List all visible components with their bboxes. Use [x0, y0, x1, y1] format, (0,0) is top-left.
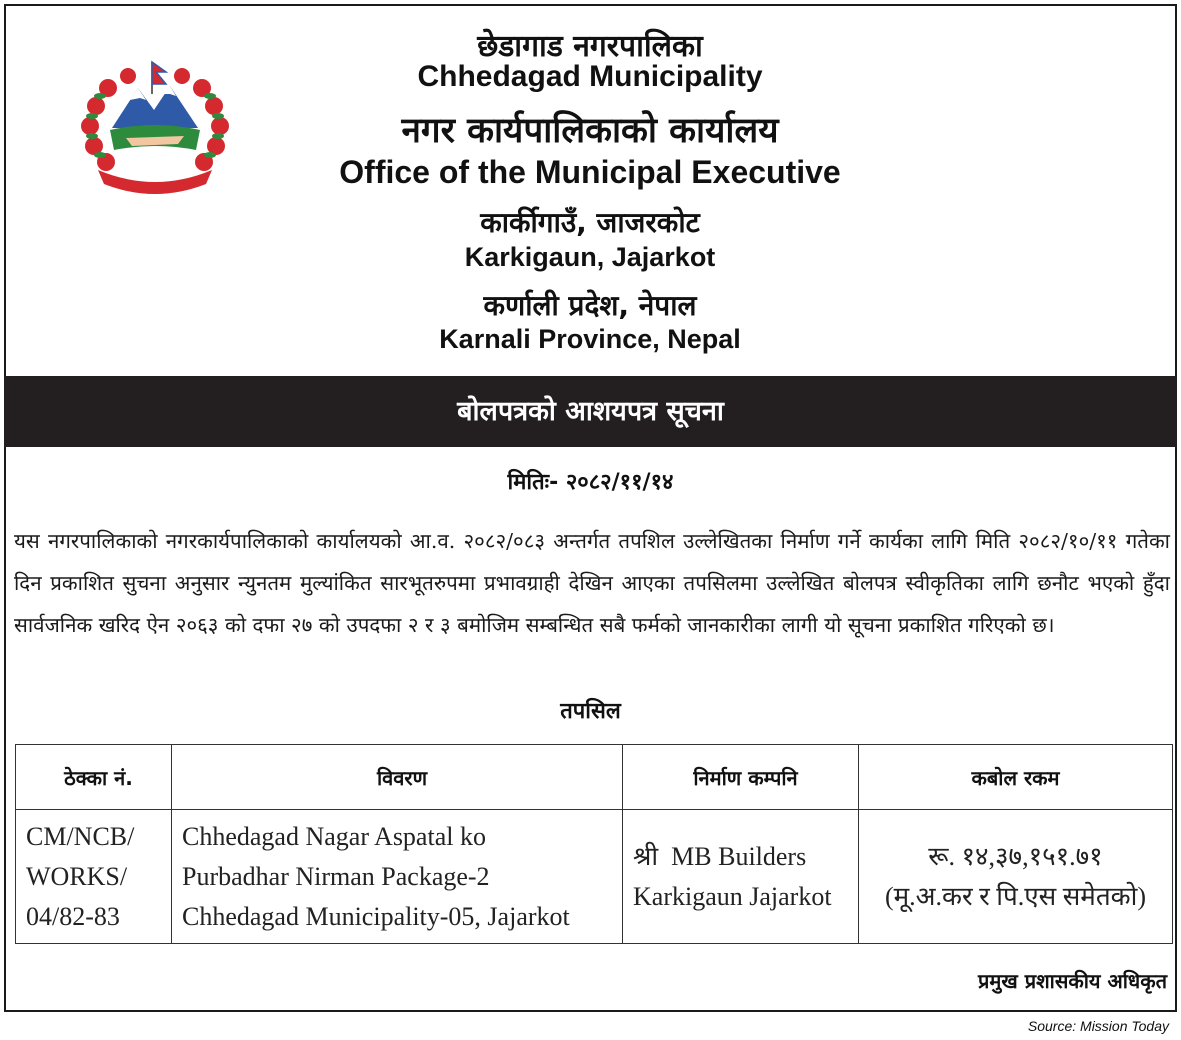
company-line: श्री MB Builders — [633, 841, 807, 871]
company-cell — [623, 810, 859, 944]
municipality-name-en: Chhedagad Municipality — [417, 60, 763, 93]
award-table — [15, 744, 1173, 944]
province-en: Karnali Province, Nepal — [439, 324, 741, 354]
schedule-label: तपसिल — [560, 699, 621, 724]
notice-body: यस नगरपालिकाको नगरकार्यपालिकाको कार्यालयको आ.व. २०८२/०८३ अन्तर्गत तपशिल उल्लेखितका निर्माण गर्ने कार्यका लागि मिति २०८२/१०/११ गतेका दिन प्रकाशित सुचना अनुसार न्युनतम मुल्यांकित सारभूतरुपमा प्रभावग्राही देखिन आएका तपसिलमा उल्लेखित बोलपत्र स्वीकृतिका लागि छनौट भएको हुँदा सार्वजनिक खरिद ऐन २०६३ को दफा २७ को उपदफा २ र ३ बमोजिम सम्बन्धित सबै फर्मको जानकारीका लागी यो सूचना प्रकाशित गरिएको छ। — [14, 529, 1170, 637]
source-credit: Source: Mission Today — [1027, 1018, 1169, 1034]
table-header-row — [16, 745, 1173, 810]
province-np: कर्णाली प्रदेश, नेपाल — [483, 289, 697, 322]
contract-no-line: 04/82-83 — [26, 901, 120, 931]
amount-value: रू. १४,३७,१५१.७१ — [928, 841, 1103, 871]
location-np: कार्कीगाउँ, जाजरकोट — [480, 206, 700, 239]
header-amount: कबोल रकम — [859, 745, 1173, 810]
description-line: Chhedagad Nagar Aspatal ko — [182, 821, 486, 851]
description-line: Purbadhar Nirman Package-2 — [182, 861, 490, 891]
description-line: Chhedagad Municipality-05, Jajarkot — [182, 901, 570, 931]
header-contract-no: ठेक्का नं. — [16, 745, 172, 810]
header-description: विवरण — [172, 745, 623, 810]
contract-no-line: CM/NCB/ — [26, 821, 135, 851]
contract-no-line: WORKS/ — [26, 861, 128, 891]
company-line: Karkigaun Jajarkot — [633, 881, 832, 911]
nepal-emblem-icon — [78, 58, 232, 198]
municipality-name-np: छेडागाड नगरपालिका — [477, 29, 703, 64]
contract-no-cell — [16, 810, 172, 944]
amount-cell — [859, 810, 1173, 944]
location-en: Karkigaun, Jajarkot — [464, 242, 716, 272]
office-name-en: Office of the Municipal Executive — [339, 154, 841, 190]
notice-title-band — [4, 376, 1177, 447]
notice-date: मितिः- २०८२/११/१४ — [507, 470, 674, 495]
office-name-np: नगर कार्यपालिकाको कार्यालय — [401, 111, 779, 151]
table-row — [16, 810, 1173, 944]
signatory: प्रमुख प्रशासकीय अधिकृत — [978, 969, 1167, 993]
notice-title: बोलपत्रको आशयपत्र सूचना — [457, 396, 724, 427]
amount-note: (मू.अ.कर र पि.एस समेतको) — [884, 881, 1147, 911]
header-company: निर्माण कम्पनि — [623, 745, 859, 810]
description-cell — [172, 810, 623, 944]
